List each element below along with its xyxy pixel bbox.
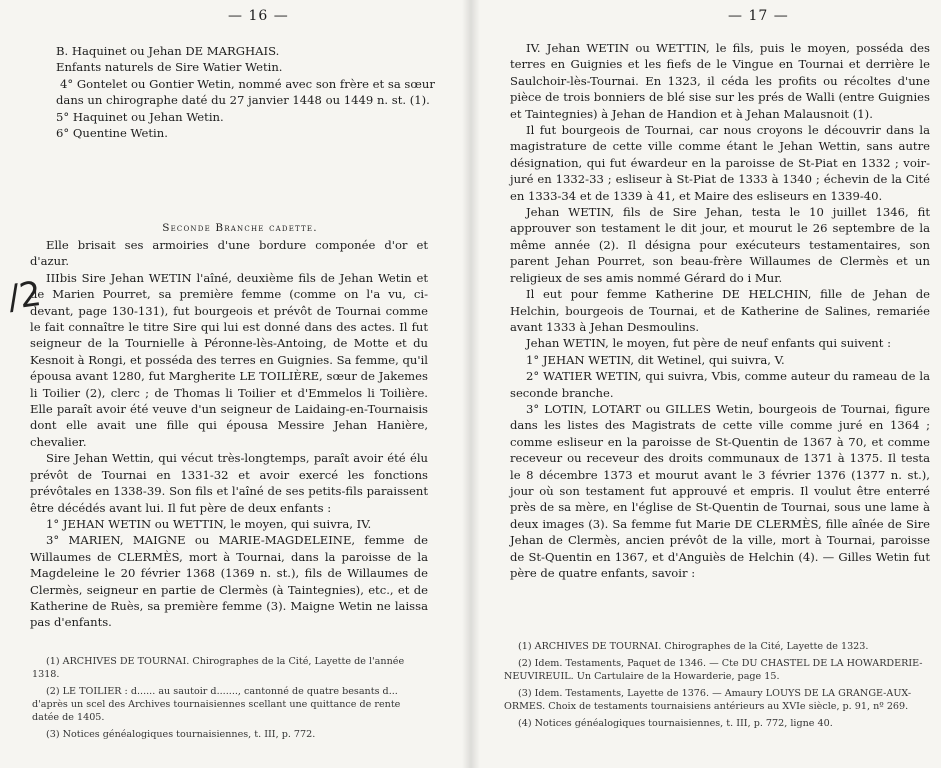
list-item: B. Haquinet ou Jehan DE MARGHAIS. [56, 44, 280, 58]
paragraph: IV. Jehan WETIN ou WETTIN, le fils, puis le moyen, posséda des terres en Guignies et les fiefs de le Vingue en Tournai et derrière le Saulchoir-lès-Tournai. En 1323, il céda les profits ou récoltes d'une pièce de trois bonniers de blé sise sur les prés de Walli (entre Guignies et Taintegnies) à Jehan de Handion et à Jehan Malausnoit (1). [510, 41, 930, 121]
section-heading: Seconde Branche cadette. [162, 222, 318, 234]
right-footnotes [504, 640, 924, 734]
left-top-list [56, 43, 435, 141]
page-number-left: — 16 — [228, 8, 289, 24]
list-item: 4° Gontelet ou Gontier Wetin, nommé avec son frère et sa sœur [60, 76, 435, 91]
page-number-right: — 17 — [728, 8, 789, 24]
paragraph: Jehan WETIN, le moyen, fut père de neuf enfants qui suivent : [526, 336, 892, 351]
footnote: (2) LE TOILIER : d...... au sautoir d......., cantonné de quatre besants d... d'après un scel des Archives tournaisiennes scellant une quittance de rente datée de 1405. [32, 686, 401, 723]
paragraph: Sire Jehan Wettin, qui vécut très-longtemps, paraît avoir été élu prévôt de Tournai en 1331-32 et avoir exercé les fonctions prévôtales en 1338-39. Son fils et l'aîné de ses petits-fils paraissent être décédés avant lui. Il fut père de deux enfants : [30, 451, 428, 515]
footnote: (1) ARCHIVES DE TOURNAI. Chirographes de la Cité, Layette de l'année 1318. [32, 656, 405, 680]
paragraph: 1° JEHAN WETIN, dit Wetinel, qui suivra, V. [526, 352, 785, 367]
paragraph: Il fut bourgeois de Tournai, car nous croyons le découvrir dans la magistrature de cette ville comme étant le Jehan Wettin, sans autre désignation, qui fut éwardeur en la paroisse de St-Piat en 1332 ; voir-juré en 1332-33 ; esliseur à St-Piat de 1333 à 1340 ; échevin de la Cité en 1333-34 et de 1339 à 41, et Maire des esliseurs en 1339-40. [510, 123, 930, 203]
list-item: 6° Quentine Wetin. [56, 126, 168, 141]
list-item: 5° Haquinet ou Jehan Wetin. [56, 109, 224, 124]
right-page [470, 0, 941, 768]
paragraph: 1° JEHAN WETIN ou WETTIN, le moyen, qui suivra, IV. [46, 516, 372, 531]
paragraph: 3° MARIEN, MAIGNE ou MARIE-MAGDELEINE, femme de Willaumes de CLERMÈS, mort à Tournai, dans la paroisse de la Magdeleine le 20 février 1368 (1369 n. st.), fils de Willaumes de Clermès, seigneur en partie de Clermès (à Taintegnies), etc., et de Katherine de Ruès, sa première femme (3). Maigne Wetin ne laissa pas d'enfants. [30, 533, 428, 630]
paragraph: Il eut pour femme Katherine DE HELCHIN, fille de Jehan de Helchin, bourgeois de Tournai, et de Katherine de Salines, remariée avant 1333 à Jehan Desmoulins. [510, 287, 930, 334]
footnote: (2) Idem. Testaments, Paquet de 1346. — Cte DU CHASTEL DE LA HOWARDERIE-NEUVIREUIL. Un Cartulaire de la Howarderie, page 15. [504, 658, 923, 682]
paragraph: 2° WATIER WETIN, qui suivra, Vbis, comme auteur du rameau de la seconde branche. [510, 369, 930, 400]
footnote: (1) ARCHIVES DE TOURNAI. Chirographes de la Cité, Layette de 1323. [518, 641, 869, 652]
left-footnotes [32, 655, 430, 745]
left-body [30, 237, 428, 631]
footnote: (3) Notices généalogiques tournaisiennes, t. III, p. 772. [46, 729, 316, 740]
list-item: Enfants naturels de Sire Watier Wetin. [56, 60, 283, 75]
paragraph: Elle brisait ses armoiries d'une bordure componée d'or et d'azur. [30, 238, 428, 269]
paragraph: Jehan WETIN, fils de Sire Jehan, testa le 10 juillet 1346, fit approuver son testament le dit jour, et mourut le 26 septembre de la même année (2). Il désigna pour exécuteurs testamentaires, son parent Jehan Pourret, son beau-frère Willaumes de Clermès et un religieux de ses amis nommé Gérard do i Mur. [510, 205, 930, 285]
list-item: dans un chirographe daté du 27 janvier 1448 ou 1449 n. st. (1). [56, 93, 430, 108]
footnote: (3) Idem. Testaments, Layette de 1376. — Amaury LOUYS DE LA GRANGE-AUX-ORMES. Choix de testaments tournaisiens antérieurs au XVIe siècle, p. 91, nº 269. [504, 688, 912, 712]
paragraph: IIIbis Sire Jehan WETIN l'aîné, deuxième fils de Jehan Wetin et de Marien Pourret, sa première femme (comme on l'a vu, ci-devant, page 130-131), fut bourgeois et prévôt de Tournai comme le fait connaître le titre Sire qui lui est donné dans des actes. Il fut seigneur de la Tournielle à Péronne-lès-Antoing, de Motte et du Kesnoit à Rongi, et posséda des terres en Guignies. Sa femme, qu'il épousa avant 1280, fut Margherite LE TOILIÈRE, sœur de Jakemes li Toilier (2), clerc ; de Thomas li Toilier et d'Emmelos li Toilière. Elle paraît avoir été veuve d'un seigneur de Laidaing-en-Tournaisis dont elle avait une fille qui épousa Messire Jehan Hanière, chevalier. [30, 270, 428, 449]
paragraph: 3° LOTIN, LOTART ou GILLES Wetin, bourgeois de Tournai, figure dans les listes des Magistrats de cette ville comme juré en 1364 ; comme esliseur en la paroisse de St-Quentin de 1367 à 70, et comme receveur ou receveur des droits communaux de 1371 à 1375. Il testa le 8 décembre 1373 et mourut avant le 3 février 1376 (1377 n. st.), jour où son testament fut approuvé et empris. Il voulut être enterré près de sa mère, en l'église de St-Quentin de Tournai, sous une lame à deux images (3). Sa femme fut Marie DE CLERMÈS, fille aînée de Sire Jehan de Clermès, ancien prévôt de la ville, mort à Tournai, paroisse de St-Quentin en 1367, et d'Anguiès de Helchin (4). — Gilles Wetin fut père de quatre enfants, savoir : [510, 401, 930, 580]
handwritten-margin-mark: /2 [5, 273, 44, 319]
right-body [510, 40, 930, 581]
footnote: (4) Notices généalogiques tournaisiennes, t. III, p. 772, ligne 40. [518, 718, 833, 729]
left-page [0, 0, 470, 768]
